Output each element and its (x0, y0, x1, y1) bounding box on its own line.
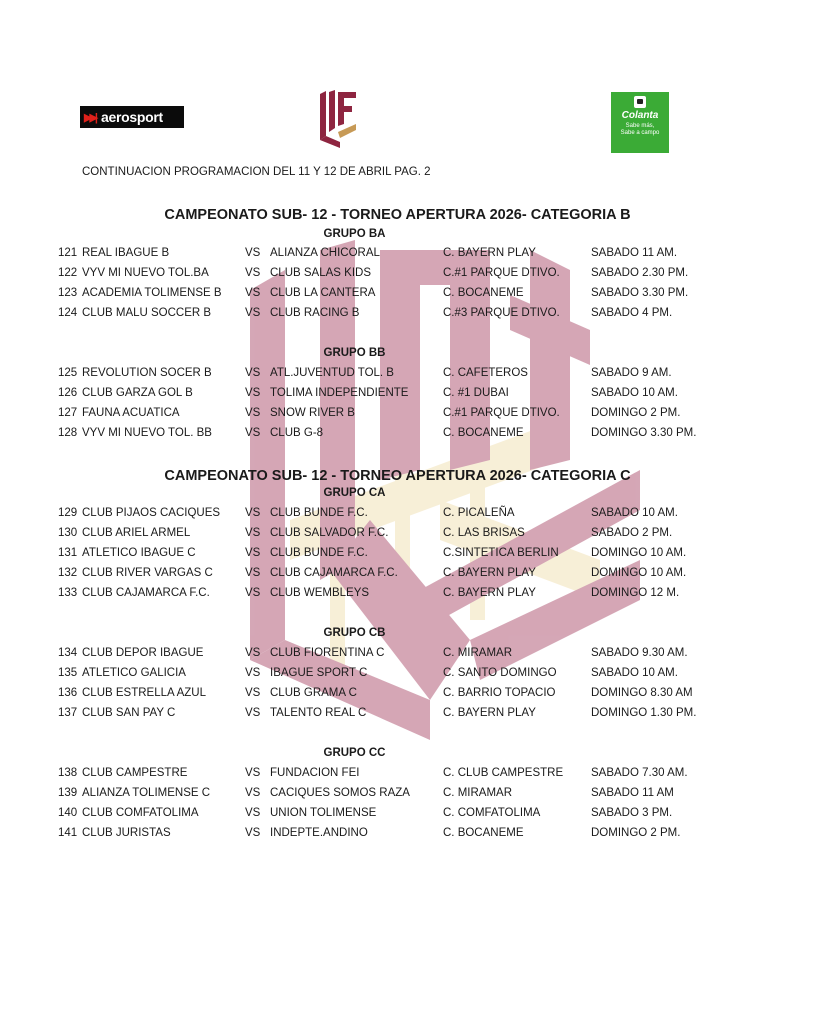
match-time: SABADO 2 PM. (591, 527, 673, 539)
match-time: SABADO 11 AM (591, 787, 674, 799)
match-time: SABADO 11 AM. (591, 247, 678, 259)
match-number: 129 (58, 507, 78, 519)
match-row (0, 567, 819, 583)
match-time: DOMINGO 3.30 PM. (591, 427, 697, 439)
home-team: REAL IBAGUE B (82, 247, 170, 259)
match-number: 141 (58, 827, 78, 839)
match-number: 135 (58, 667, 78, 679)
away-team: CLUB G-8 (270, 427, 324, 439)
match-number: 128 (58, 427, 78, 439)
group-title-text: GRUPO CA (323, 487, 386, 499)
away-team: INDEPTE.ANDINO (270, 827, 368, 839)
away-team: CLUB BUNDE F.C. (270, 507, 368, 519)
match-number: 134 (58, 647, 78, 659)
home-team: CLUB RIVER VARGAS C (82, 567, 213, 579)
fast-forward-icon: ▶▶| (84, 111, 95, 124)
colanta-brand: Colanta (621, 110, 659, 121)
match-time: SABADO 3 PM. (591, 807, 673, 819)
venue: C. BOCANEME (443, 827, 524, 839)
match-row (0, 507, 819, 523)
home-team: CLUB DEPOR IBAGUE (82, 647, 204, 659)
match-number: 136 (58, 687, 78, 699)
vs-label: VS (245, 707, 261, 719)
match-row (0, 647, 819, 663)
match-row (0, 387, 819, 403)
category-title (0, 207, 819, 223)
away-team: CLUB WEMBLEYS (270, 587, 370, 599)
match-time: SABADO 7.30 AM. (591, 767, 688, 779)
venue: C. COMFATOLIMA (443, 807, 541, 819)
vs-label: VS (245, 547, 261, 559)
home-team: CLUB PIJAOS CACIQUES (82, 507, 221, 519)
away-team: CLUB FIORENTINA C (270, 647, 385, 659)
away-team: CLUB LA CANTERA (270, 287, 376, 299)
venue: C. BOCANEME (443, 427, 524, 439)
venue: C.SINTETICA BERLIN (443, 547, 559, 559)
home-team: CLUB GARZA GOL B (82, 387, 193, 399)
match-row (0, 687, 819, 703)
match-number: 130 (58, 527, 78, 539)
match-number: 131 (58, 547, 78, 559)
group-title-text: GRUPO BB (323, 347, 386, 359)
group-title-text: GRUPO CC (323, 747, 386, 759)
match-row (0, 807, 819, 823)
away-team: FUNDACION FEI (270, 767, 360, 779)
venue: C. BOCANEME (443, 287, 524, 299)
vs-label: VS (245, 767, 261, 779)
group-title (0, 627, 819, 639)
match-number: 139 (58, 787, 78, 799)
home-team: ALIANZA TOLIMENSE C (82, 787, 211, 799)
document-subtitle: CONTINUACION PROGRAMACION DEL 11 Y 12 DE ABRIL PAG. 2 (82, 166, 431, 178)
match-time: SABADO 3.30 PM. (591, 287, 689, 299)
match-row (0, 547, 819, 563)
venue: C. BAYERN PLAY (443, 247, 536, 259)
venue: C. PICALEÑA (443, 507, 515, 519)
home-team: VYV MI NUEVO TOL. BB (82, 427, 212, 439)
vs-label: VS (245, 307, 261, 319)
venue: C. SANTO DOMINGO (443, 667, 557, 679)
away-team: CLUB GRAMA C (270, 687, 357, 699)
venue: C. LAS BRISAS (443, 527, 525, 539)
match-number: 122 (58, 267, 78, 279)
venue: C. CLUB CAMPESTRE (443, 767, 564, 779)
category-title-text: CAMPEONATO SUB- 12 - TORNEO APERTURA 2026- CATEGORIA B (164, 207, 631, 223)
home-team: ATLETICO GALICIA (82, 667, 186, 679)
match-time: DOMINGO 12 M. (591, 587, 680, 599)
match-time: SABADO 9 AM. (591, 367, 672, 379)
match-row (0, 767, 819, 783)
home-team: CLUB COMFATOLIMA (82, 807, 199, 819)
vs-label: VS (245, 567, 261, 579)
match-row (0, 407, 819, 423)
group-title-text: GRUPO BA (323, 228, 386, 240)
match-number: 137 (58, 707, 78, 719)
away-team: ATL.JUVENTUD TOL. B (270, 367, 394, 379)
match-number: 121 (58, 247, 78, 259)
away-team: CACIQUES SOMOS RAZA (270, 787, 410, 799)
match-number: 124 (58, 307, 78, 319)
home-team: CLUB SAN PAY C (82, 707, 176, 719)
match-row (0, 527, 819, 543)
match-number: 127 (58, 407, 78, 419)
match-row (0, 667, 819, 683)
match-time: SABADO 2.30 PM. (591, 267, 689, 279)
away-team: SNOW RIVER B (270, 407, 355, 419)
match-row (0, 287, 819, 303)
vs-label: VS (245, 407, 261, 419)
away-team: IBAGUE SPORT C (270, 667, 368, 679)
match-time: SABADO 9.30 AM. (591, 647, 688, 659)
match-row (0, 367, 819, 383)
venue: C. CAFETEROS (443, 367, 528, 379)
vs-label: VS (245, 367, 261, 379)
home-team: ACADEMIA TOLIMENSE B (82, 287, 222, 299)
colanta-slogan-1: Sabe más, (625, 123, 655, 129)
vs-label: VS (245, 247, 261, 259)
venue: C.#1 PARQUE DTIVO. (443, 267, 560, 279)
match-number: 126 (58, 387, 78, 399)
venue: C. BAYERN PLAY (443, 567, 536, 579)
vs-label: VS (245, 267, 261, 279)
aerosport-logo-text: aerosport (101, 109, 163, 125)
home-team: REVOLUTION SOCER B (82, 367, 212, 379)
group-title-text: GRUPO CB (323, 627, 386, 639)
match-row (0, 707, 819, 723)
group-title (0, 487, 819, 499)
home-team: CLUB JURISTAS (82, 827, 171, 839)
away-team: TOLIMA INDEPENDIENTE (270, 387, 409, 399)
venue: C. BARRIO TOPACIO (443, 687, 556, 699)
vs-label: VS (245, 527, 261, 539)
vs-label: VS (245, 687, 261, 699)
home-team: CLUB CAMPESTRE (82, 767, 188, 779)
match-row (0, 247, 819, 263)
match-number: 133 (58, 587, 78, 599)
match-row (0, 307, 819, 323)
vs-label: VS (245, 647, 261, 659)
match-row (0, 787, 819, 803)
away-team: CLUB CAJAMARCA F.C. (270, 567, 398, 579)
home-team: FAUNA ACUATICA (82, 407, 180, 419)
vs-label: VS (245, 587, 261, 599)
home-team: VYV MI NUEVO TOL.BA (82, 267, 209, 279)
match-time: DOMINGO 1.30 PM. (591, 707, 697, 719)
group-title (0, 347, 819, 359)
vs-label: VS (245, 807, 261, 819)
away-team: CLUB SALVADOR F.C. (270, 527, 389, 539)
venue: C. MIRAMAR (443, 787, 512, 799)
match-time: DOMINGO 10 AM. (591, 547, 687, 559)
away-team: CLUB BUNDE F.C. (270, 547, 368, 559)
vs-label: VS (245, 667, 261, 679)
venue: C. MIRAMAR (443, 647, 512, 659)
home-team: CLUB ARIEL ARMEL (82, 527, 191, 539)
match-time: DOMINGO 10 AM. (591, 567, 687, 579)
match-time: DOMINGO 8.30 AM (591, 687, 693, 699)
away-team: CLUB RACING B (270, 307, 360, 319)
home-team: CLUB MALU SOCCER B (82, 307, 212, 319)
match-row (0, 827, 819, 843)
away-team: CLUB SALAS KIDS (270, 267, 371, 279)
match-row (0, 267, 819, 283)
colanta-slogan-2: Sabe a campo (620, 130, 660, 136)
match-time: SABADO 10 AM. (591, 507, 678, 519)
venue: C.#1 PARQUE DTIVO. (443, 407, 560, 419)
away-team: UNION TOLIMENSE (270, 807, 377, 819)
group-title (0, 228, 819, 240)
vs-label: VS (245, 787, 261, 799)
away-team: TALENTO REAL C (270, 707, 367, 719)
match-number: 125 (58, 367, 78, 379)
match-number: 138 (58, 767, 78, 779)
match-row (0, 587, 819, 603)
home-team: ATLETICO IBAGUE C (82, 547, 196, 559)
vs-label: VS (245, 287, 261, 299)
away-team: ALIANZA CHICORAL (270, 247, 380, 259)
vs-label: VS (245, 827, 261, 839)
home-team: CLUB ESTRELLA AZUL (82, 687, 206, 699)
venue: C. #1 DUBAI (443, 387, 509, 399)
match-time: DOMINGO 2 PM. (591, 407, 681, 419)
vs-label: VS (245, 387, 261, 399)
match-time: DOMINGO 2 PM. (591, 827, 681, 839)
venue: C.#3 PARQUE DTIVO. (443, 307, 560, 319)
match-time: SABADO 10 AM. (591, 387, 678, 399)
match-time: SABADO 4 PM. (591, 307, 673, 319)
match-number: 132 (58, 567, 78, 579)
match-time: SABADO 10 AM. (591, 667, 678, 679)
group-title (0, 747, 819, 759)
match-row (0, 427, 819, 443)
home-team: CLUB CAJAMARCA F.C. (82, 587, 210, 599)
venue: C. BAYERN PLAY (443, 587, 536, 599)
category-title-text: CAMPEONATO SUB- 12 - TORNEO APERTURA 2026- CATEGORIA C (164, 468, 631, 484)
category-title (0, 468, 819, 484)
match-number: 123 (58, 287, 78, 299)
venue: C. BAYERN PLAY (443, 707, 536, 719)
vs-label: VS (245, 507, 261, 519)
vs-label: VS (245, 427, 261, 439)
match-number: 140 (58, 807, 78, 819)
